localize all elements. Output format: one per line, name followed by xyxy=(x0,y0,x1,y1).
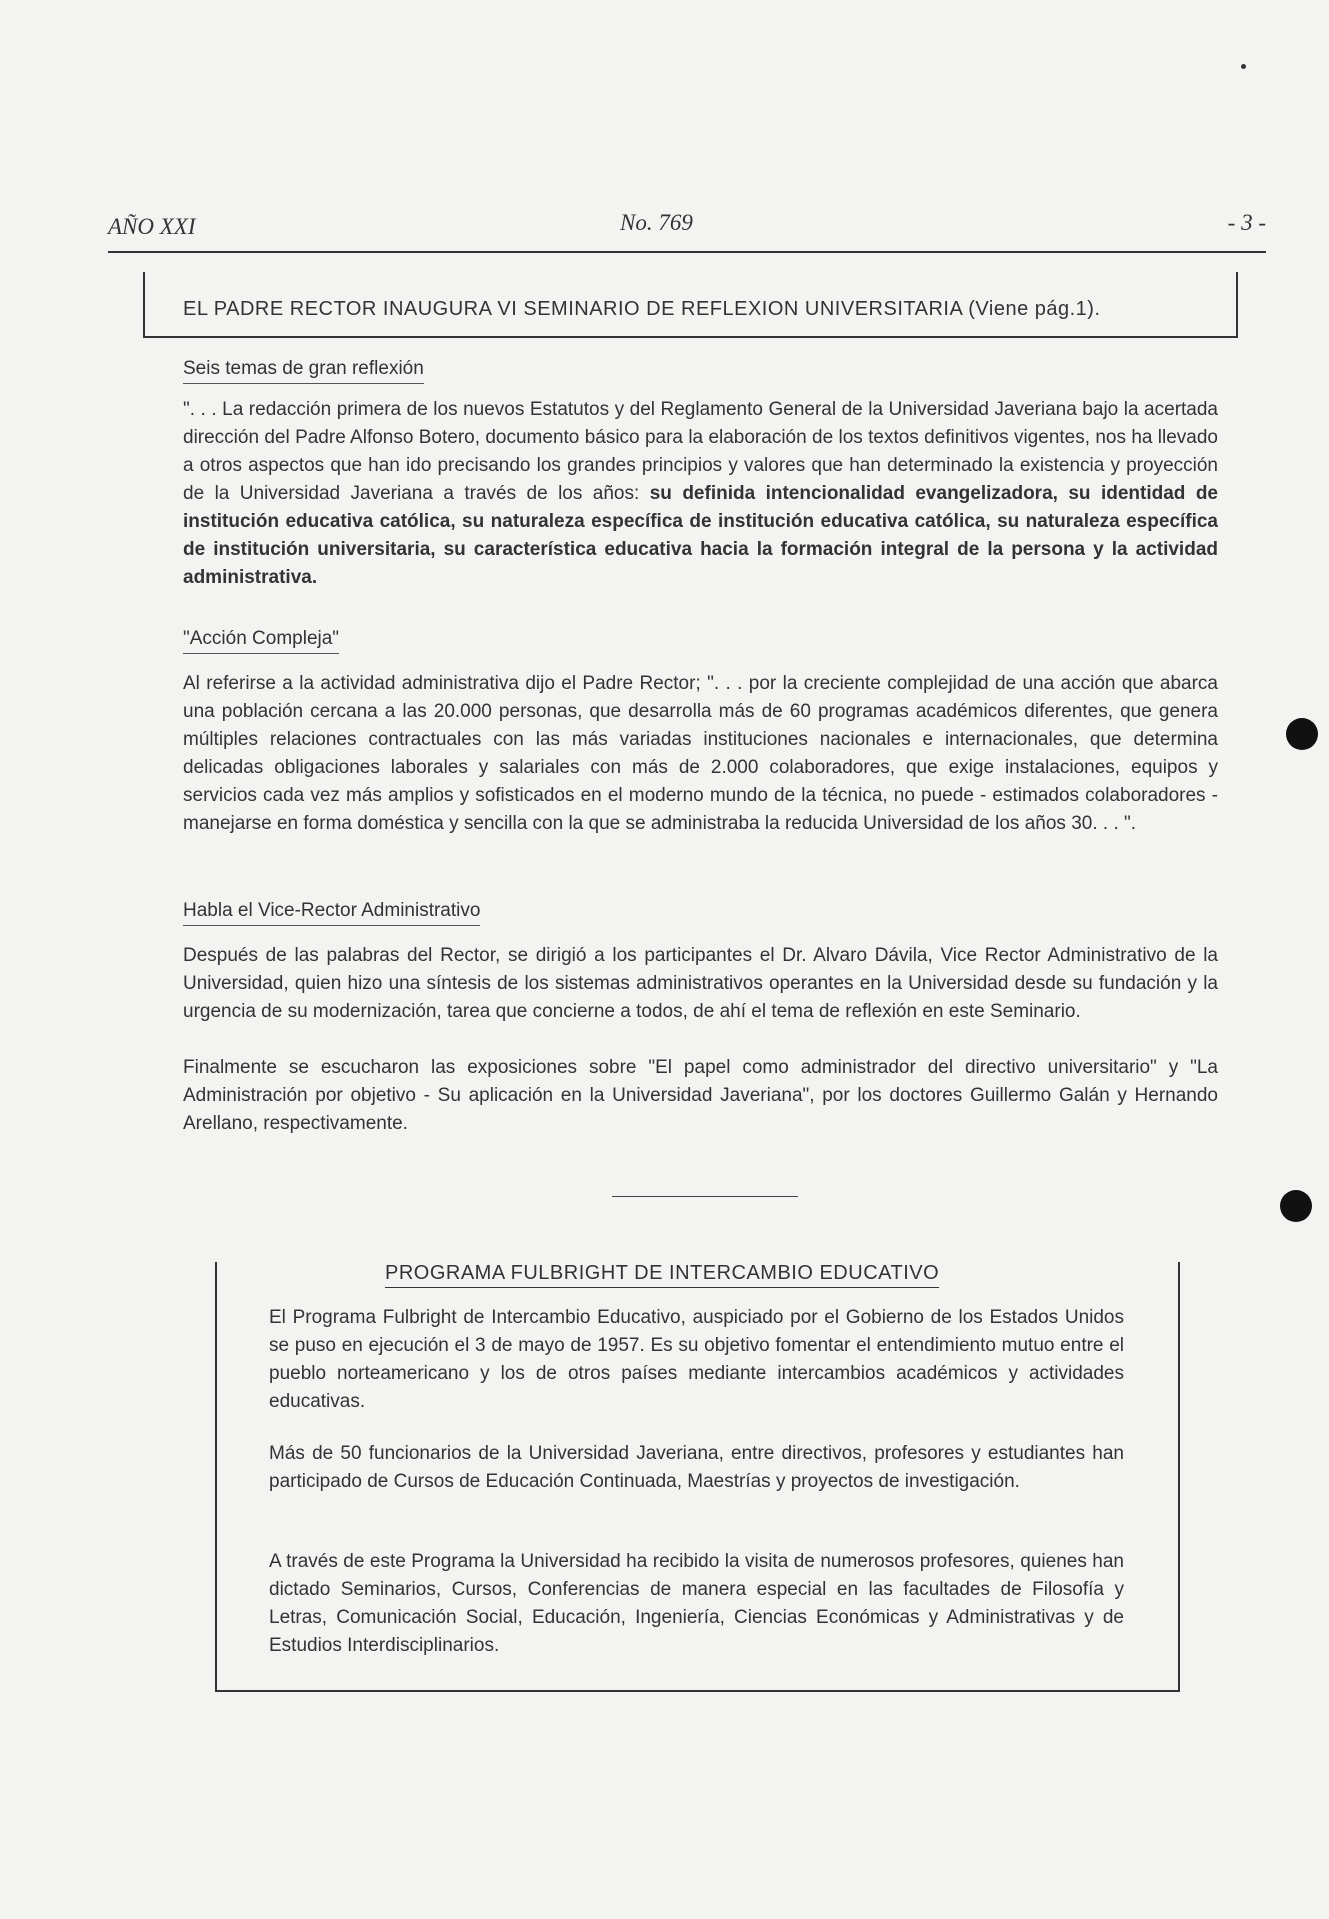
fulbright-paragraph-1: El Programa Fulbright de Intercambio Educativo, auspiciado por el Gobierno de los Estados Unidos se puso en ejecución el 3 de mayo de 1957. Es su objetivo fomentar el entendimiento mutuo entre el pueblo norteamericano y los de otros países mediante intercambios académicos y actividades educativas. xyxy=(269,1307,1124,1412)
ink-speck xyxy=(1241,64,1246,69)
fulbright-paragraph-2: Más de 50 funcionarios de la Universidad Javeriana, entre directivos, profesores y estudiantes han participado de Cursos de Educación Continuada, Maestrías y proyectos de investigación. xyxy=(269,1443,1124,1492)
section-paragraph xyxy=(183,396,1218,592)
punch-hole-icon xyxy=(1286,718,1318,750)
section-heading: "Acción Compleja" xyxy=(183,628,339,654)
page-header xyxy=(108,210,1266,244)
section-seis-temas xyxy=(183,358,1218,592)
header-issue: No. 769 xyxy=(620,210,693,235)
header-rule xyxy=(108,251,1266,253)
punch-hole-icon xyxy=(1280,1190,1312,1222)
paragraph-text: ". . . La redacción primera de los nuevos Estatutos y del Reglamento General de la Universidad Javeriana bajo la acertada dirección del Padre Alfonso Botero, documento básico para la elaboración de los textos definitivos vigentes, nos ha llevado a otros aspectos que han ido precisando los grandes principios y valores que han determinado la existencia y proyección de la Universidad Javeriana a través de los años: xyxy=(183,399,1218,504)
article-title-box xyxy=(143,272,1238,338)
fulbright-heading: PROGRAMA FULBRIGHT DE INTERCAMBIO EDUCATIVO xyxy=(385,1262,939,1288)
section-paragraph: Al referirse a la actividad administrativa dijo el Padre Rector; ". . . por la creciente complejidad de una acción que abarca una población cercana a las 20.000 personas, que desarrolla más de 60 programas académicos diferentes, que genera múltiples relaciones contractuales con las más variadas instituciones nacionales e internacionales, que determina delicadas obligaciones laborales y salariales con más de 2.000 colaboradores, que exige instalaciones, equipos y servicios cada vez más amplios y sofisticados en el moderno mundo de la técnica, no puede - estimados colaboradores - manejarse en forma doméstica y sencilla con la que se administraba la reducida Universidad de los años 30. . . ". xyxy=(183,673,1218,834)
fulbright-paragraph-3: A través de este Programa la Universidad ha recibido la visita de numerosos profesores, quienes han dictado Seminarios, Cursos, Conferencias de manera especial en las facultades de Filosofía y Letras, Comunicación Social, Educación, Ingeniería, Ciencias Económicas y Administrativas y de Estudios Interdisciplinarios. xyxy=(269,1551,1124,1656)
header-year: AÑO XXI xyxy=(108,214,196,239)
section-heading: Habla el Vice-Rector Administrativo xyxy=(183,900,480,926)
section-paragraph-2: Finalmente se escucharon las exposiciones sobre "El papel como administrador del directivo universitario" y "La Administración por objetivo - Su aplicación en la Universidad Javeriana", por los doctores Guillermo Galán y Hernando Arellano, respectivamente. xyxy=(183,1057,1218,1134)
article-title: EL PADRE RECTOR INAUGURA VI SEMINARIO DE REFLEXION UNIVERSITARIA (Viene pág.1). xyxy=(183,298,1101,320)
separator-line xyxy=(612,1196,798,1197)
header-page-number: - 3 - xyxy=(1227,210,1266,235)
section-accion-compleja xyxy=(183,628,1218,838)
fulbright-box xyxy=(215,1262,1180,1692)
paragraph-bold-text: su definida intencionalidad evangelizadora, su identidad de institución educativa católica, su naturaleza específica de institución educativa católica, su naturaleza específica de institución universitaria, su característica educativa hacia la formación integral de la persona y la actividad administrativa. xyxy=(183,483,1218,588)
section-paragraph: Después de las palabras del Rector, se dirigió a los participantes el Dr. Alvaro Dávila, Vice Rector Administrativo de la Universidad, quien hizo una síntesis de los sistemas administrativos operantes en la Universidad desde su fundación y la urgencia de su modernización, tarea que concierne a todos, de ahí el tema de reflexión en este Seminario. xyxy=(183,945,1218,1022)
section-heading: Seis temas de gran reflexión xyxy=(183,358,424,384)
section-vice-rector xyxy=(183,900,1218,1138)
